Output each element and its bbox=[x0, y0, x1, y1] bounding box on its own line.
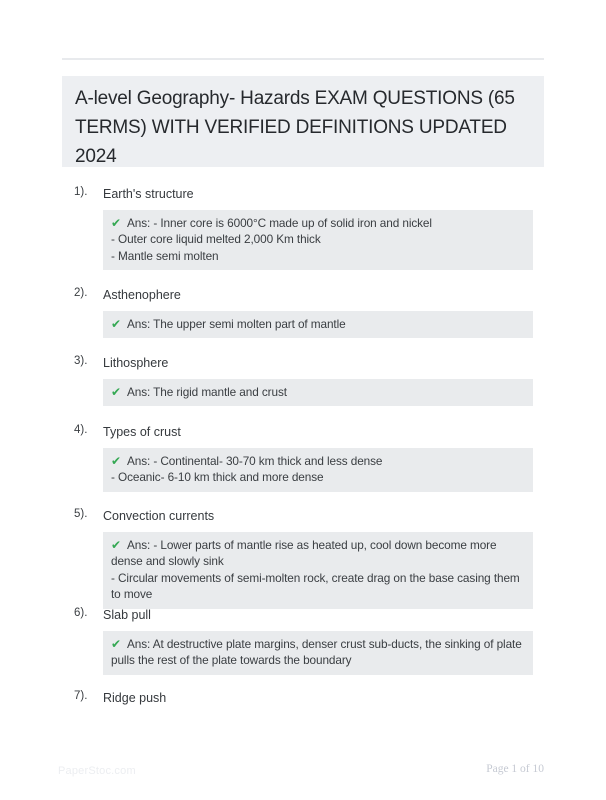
question-term: Types of crust bbox=[103, 425, 181, 439]
question-term: Convection currents bbox=[103, 509, 215, 523]
answer-text: - Mantle semi molten bbox=[111, 248, 219, 263]
question-item bbox=[62, 356, 544, 406]
answer-text: Ans: At destructive plate margins, denser crust sub-ducts, the sinking of plate pulls the rest of the plate towards the boundary bbox=[111, 637, 522, 668]
question-row bbox=[62, 691, 544, 705]
checkmark-icon: ✔ bbox=[111, 538, 121, 552]
answer-line bbox=[111, 248, 523, 264]
checkmark-icon: ✔ bbox=[111, 385, 121, 399]
question-row bbox=[62, 356, 544, 370]
answer-line bbox=[111, 636, 523, 669]
answer-line bbox=[111, 453, 523, 469]
answer-block bbox=[103, 311, 533, 338]
answer-text: Ans: - Continental- 30-70 km thick and less dense bbox=[126, 454, 383, 468]
question-item bbox=[62, 425, 544, 492]
answer-text: - Circular movements of semi-molten rock, create drag on the base casing them to move bbox=[111, 570, 520, 602]
question-item bbox=[62, 691, 544, 705]
checkmark-icon: ✔ bbox=[111, 317, 121, 331]
answer-block bbox=[103, 448, 533, 492]
question-row bbox=[62, 187, 544, 201]
answer-block bbox=[103, 379, 533, 406]
answer-text: Ans: The rigid mantle and crust bbox=[126, 385, 287, 399]
answer-text: Ans: - Lower parts of mantle rise as heated up, cool down become more dense and slowly sink bbox=[111, 538, 497, 569]
answer-text: - Oceanic- 6-10 km thick and more dense bbox=[111, 470, 324, 485]
answer-line bbox=[111, 316, 523, 332]
question-term: Earth's structure bbox=[103, 187, 194, 201]
checkmark-icon: ✔ bbox=[111, 637, 121, 651]
answer-text: - Outer core liquid melted 2,000 Km thick bbox=[111, 232, 321, 247]
answer-line bbox=[111, 537, 523, 570]
document-title: A-level Geography- Hazards EXAM QUESTIONS (65 TERMS) WITH VERIFIED DEFINITIONS UPDATED 2024 bbox=[62, 76, 544, 167]
question-row bbox=[62, 509, 544, 523]
answer-line bbox=[111, 570, 523, 603]
checkmark-icon: ✔ bbox=[111, 216, 121, 230]
answer-block bbox=[103, 532, 533, 609]
answer-line bbox=[111, 231, 523, 247]
answer-line bbox=[111, 384, 523, 400]
question-item bbox=[62, 187, 544, 270]
question-term: Ridge push bbox=[103, 691, 167, 705]
answer-block bbox=[103, 631, 533, 675]
question-item bbox=[62, 509, 544, 609]
checkmark-icon: ✔ bbox=[111, 454, 121, 468]
question-number: 2). bbox=[74, 287, 88, 299]
question-number: 3). bbox=[74, 355, 88, 367]
page-indicator: Page 1 of 10 bbox=[486, 763, 544, 775]
page-top-rule bbox=[62, 58, 544, 60]
answer-block bbox=[103, 210, 533, 270]
watermark-text: PaperStoc.com bbox=[58, 765, 136, 777]
question-number: 6). bbox=[74, 607, 88, 619]
question-number: 5). bbox=[74, 508, 88, 520]
question-row bbox=[62, 288, 544, 302]
question-row bbox=[62, 608, 544, 622]
question-number: 7). bbox=[74, 690, 88, 702]
question-term: Slab pull bbox=[103, 608, 151, 622]
answer-line bbox=[111, 215, 523, 231]
answer-text: Ans: - Inner core is 6000°C made up of solid iron and nickel bbox=[126, 216, 432, 230]
question-term: Asthenophere bbox=[103, 288, 181, 302]
question-number: 1). bbox=[74, 186, 88, 198]
answer-text: Ans: The upper semi molten part of mantle bbox=[126, 317, 346, 331]
question-row bbox=[62, 425, 544, 439]
question-item bbox=[62, 288, 544, 338]
answer-line bbox=[111, 469, 523, 485]
question-item bbox=[62, 608, 544, 675]
question-number: 4). bbox=[74, 424, 88, 436]
question-term: Lithosphere bbox=[103, 356, 169, 370]
